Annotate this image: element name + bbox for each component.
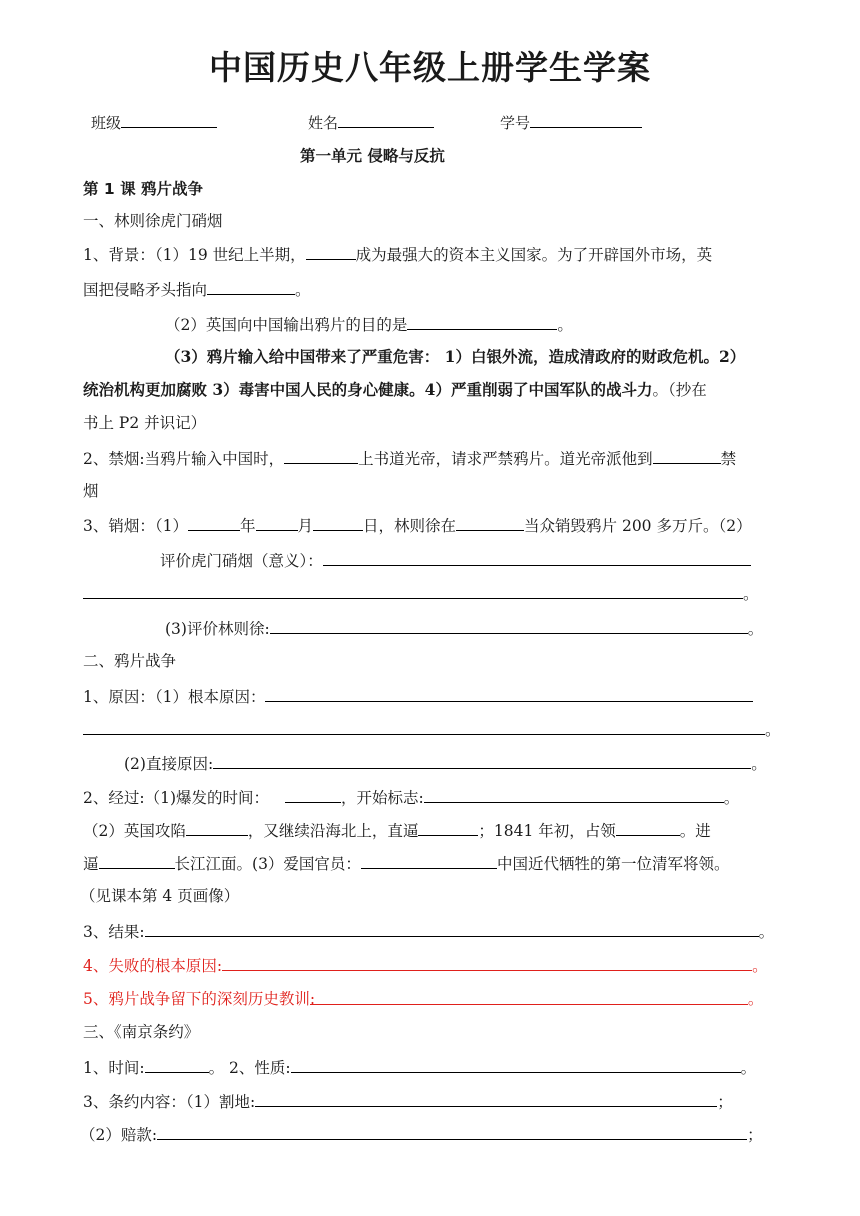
text: 。 [751,755,767,773]
text: 月 [297,517,314,535]
blank-official[interactable] [284,447,358,464]
attack-line-2 [83,852,729,875]
blank-evaluate-lin[interactable] [270,617,748,634]
textbook-note: （见课本第 4 页画像） [80,887,240,905]
blank-indemnity[interactable] [157,1123,747,1140]
history-lesson-line [83,988,763,1010]
text: ； [717,1093,733,1111]
text: 。 [743,585,759,603]
blank-yangtze-city[interactable] [99,852,175,869]
root-cause-cont [83,718,781,741]
text: 。 [747,990,764,1008]
class-field [91,111,217,134]
text: (3)评价林则徐: [165,620,270,638]
blank-occupied[interactable] [616,819,680,836]
text: 。 [752,957,768,975]
text: 。 [747,620,764,638]
ban-line-2: 烟 [83,482,99,500]
blank-failure-cause[interactable] [222,954,752,971]
text: 3、条约内容：（1）割地: [83,1093,256,1111]
evaluate-destroy-cont [83,582,759,605]
text: ，又继续沿海北上，直逼 [247,822,419,840]
text: 年 [239,517,256,535]
text: 中国近代牺牲的第一位清军将领。 [496,855,730,873]
background-line-1 [83,243,712,266]
harm-line-1: （3）鸦片输入给中国带来了严重危害： 1）白银外流，造成清政府的财政危机。2） [165,347,746,366]
evaluate-lin-line [165,617,763,640]
text: （2）英国向中国输出鸦片的目的是 [165,316,408,334]
text: 成为最强大的资本主义国家。为了开辟国外市场，英 [355,246,713,264]
text: 1、原因：（1）根本原因： [83,688,266,706]
text: 国把侵略矛头指向 [83,281,208,299]
text: 3、结果: [83,923,145,941]
text: 1、背景：（1）19 世纪上半期， [83,246,306,264]
blank-evaluate-destroy-2[interactable] [83,582,743,599]
text: 统治机构更加腐败 3）毒害中国人民的身心健康。4）严重削弱了中国军队的战斗力 [83,380,653,399]
treaty-indemnity-line [80,1123,763,1146]
blank-strongest-country[interactable] [306,243,356,260]
blank-result[interactable] [145,920,759,937]
text: ，开始标志: [341,789,424,807]
section-2-heading: 二、鸦片战争 [83,652,177,670]
class-blank[interactable] [121,111,217,128]
text: 评价虎门硝烟（意义）： [160,552,323,570]
text: 2、经过:（1)爆发的时间： [83,789,269,807]
text: 当众销毁鸦片 200 多万斤。（2） [524,517,752,535]
treaty-land-line [83,1090,733,1113]
blank-opium-purpose[interactable] [407,313,557,330]
text: 。 2、性质: [208,1059,291,1077]
text: 长江江面。(3）爱国官员： [174,855,361,873]
text: 5、鸦片战争留下的深刻历史教训 [83,990,310,1008]
blank-year[interactable] [188,514,240,531]
background-line-2 [83,278,311,301]
text: 上书道光帝，请求严禁鸦片。道光帝派他到 [358,450,653,468]
harm-line-3: 书上 P2 并识记） [83,414,207,432]
blank-target[interactable] [207,278,295,295]
harm-line-2 [83,379,707,401]
attack-line [83,819,711,842]
blank-root-cause[interactable] [265,685,753,702]
text: 。 [758,923,775,941]
blank-direct-cause[interactable] [213,752,751,769]
blank-outbreak-time[interactable] [285,786,341,803]
blank-start-mark[interactable] [424,786,724,803]
blank-day[interactable] [313,514,363,531]
text: 。（抄在 [652,381,707,399]
class-label: 班级 [91,114,122,132]
blank-treaty-time[interactable] [145,1056,209,1073]
text: 。进 [679,822,711,840]
lesson-title: 第 1 课 鸦片战争 [83,180,203,198]
text: 4、失败的根本原因: [83,957,223,975]
text: 。 [557,316,573,334]
text: : [309,990,316,1008]
destroy-line [83,514,752,537]
root-cause-line [83,685,753,708]
result-line [83,920,774,943]
text: 禁 [720,450,737,468]
text: (2)直接原因: [124,755,214,773]
treaty-time-line [83,1056,756,1079]
blank-patriot-official[interactable] [361,852,497,869]
blank-place[interactable] [653,447,721,464]
text: ；1841 年初，占领 [478,822,616,840]
text: 3、销烟：（1） [83,517,188,535]
evaluate-destroy-line [160,549,751,572]
blank-location[interactable] [456,514,524,531]
section-1-heading: 一、林则徐虎门硝烟 [83,212,223,230]
section-3-heading: 三、《南京条约》 [83,1023,200,1041]
ban-line-1 [83,447,736,470]
text: 1、时间: [83,1059,145,1077]
failure-cause-line [83,954,768,977]
unit-title: 第一单元 侵略与反抗 [300,147,445,165]
student-id-field [500,111,642,134]
text: （2）英国攻陷 [83,822,186,840]
blank-evaluate-destroy[interactable] [323,549,751,566]
text: 。 [740,1059,757,1077]
blank-root-cause-2[interactable] [83,718,765,735]
text: 2、禁烟:当鸦片输入中国时， [83,450,285,468]
student-id-blank[interactable] [530,111,642,128]
text: 。 [295,281,311,299]
blank-captured[interactable] [186,819,248,836]
text: 日，林则徐在 [363,517,457,535]
blank-approached[interactable] [418,819,478,836]
blank-month[interactable] [256,514,298,531]
text: 。 [765,721,781,739]
name-blank[interactable] [338,111,434,128]
name-field [308,111,434,134]
blank-ceded-land[interactable] [255,1090,717,1107]
text: ； [747,1126,763,1144]
name-label: 姓名 [308,114,339,132]
blank-treaty-nature[interactable] [291,1056,741,1073]
blank-history-lesson[interactable] [309,988,748,1008]
course-line [83,786,739,809]
text: 逼 [83,855,99,873]
student-id-label: 学号 [500,114,531,132]
page-title: 中国历史八年级上册学生学案 [209,48,651,87]
opium-purpose-line [165,313,573,336]
text: （2）赔款: [80,1126,158,1144]
text: 。 [723,789,740,807]
direct-cause-line [124,752,767,775]
